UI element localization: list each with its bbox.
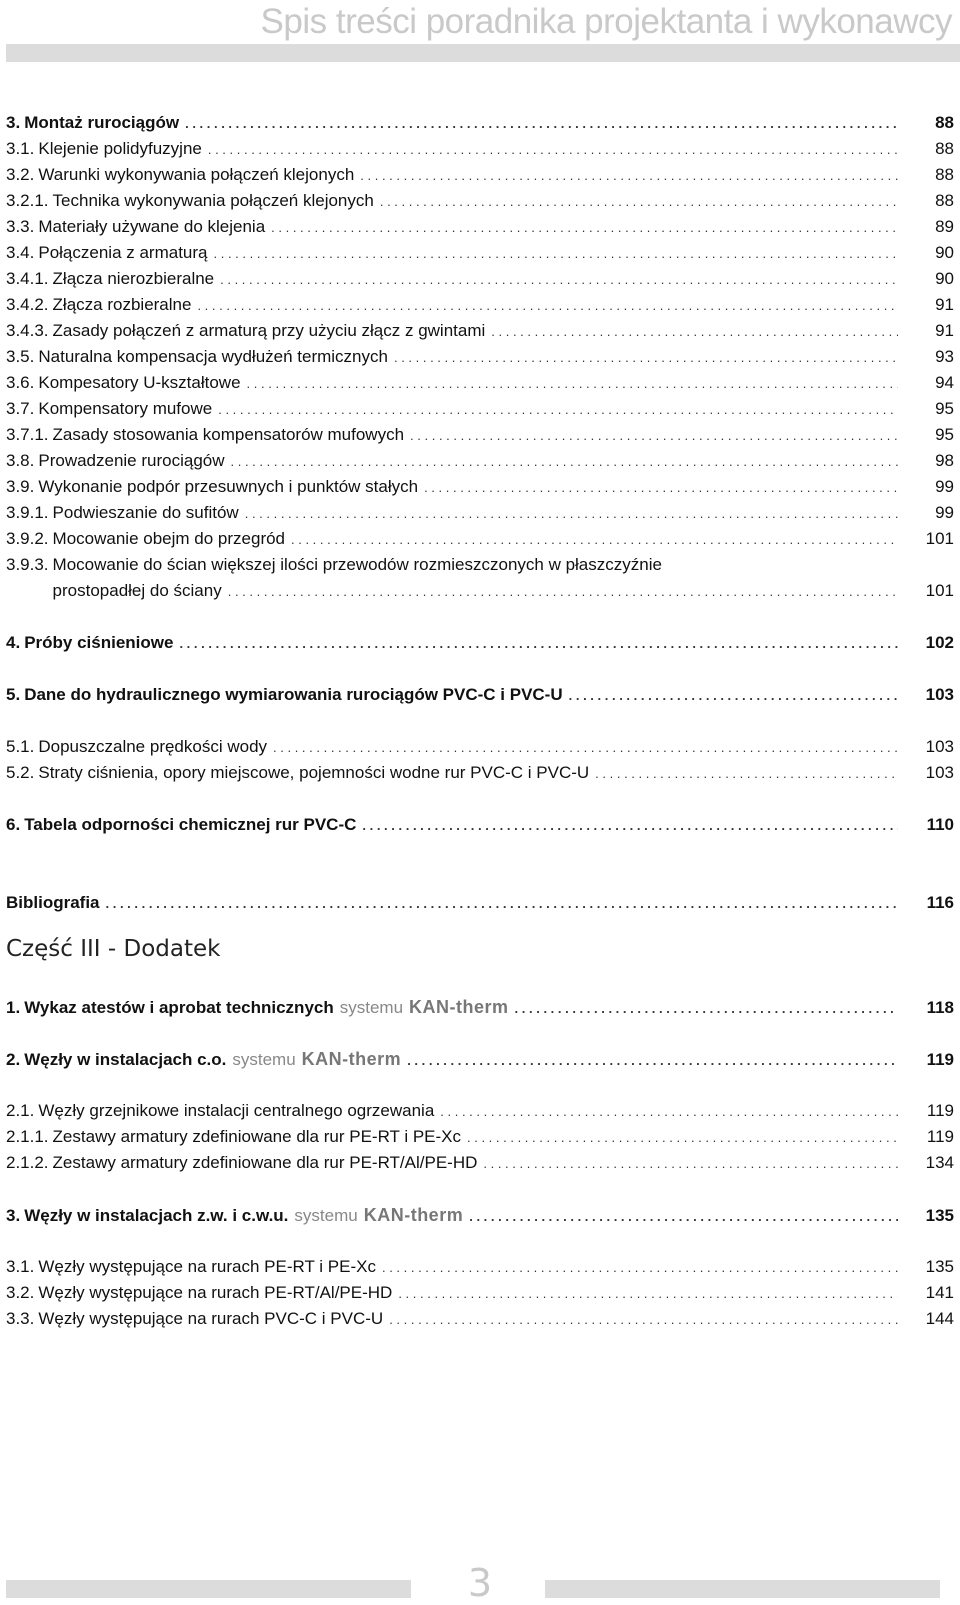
brand-name: KAN-therm	[409, 997, 509, 1017]
toc-entry-number: 1.	[6, 998, 21, 1017]
toc-entry[interactable]	[6, 682, 954, 708]
toc-entry[interactable]	[6, 1046, 954, 1072]
toc-entry-page: 91	[935, 295, 954, 314]
leader-dots	[380, 189, 898, 215]
toc-entry-page: 135	[925, 1206, 954, 1225]
toc-entry[interactable]	[6, 422, 954, 448]
toc-entry[interactable]	[6, 526, 954, 552]
toc-entry-page: 91	[935, 321, 954, 340]
toc-entry-title: Złącza rozbieralne	[52, 295, 192, 314]
toc-entry[interactable]	[6, 188, 954, 214]
toc-entry[interactable]	[6, 1306, 954, 1332]
toc-entry-number: 3.4.3.	[6, 321, 49, 340]
toc-entry-title: Węzły występujące na rurach PE-RT i PE-Xc	[38, 1257, 376, 1276]
toc-entry-page: 144	[925, 1309, 954, 1328]
brand-name: KAN-therm	[301, 1049, 402, 1069]
toc-entry-page: 90	[935, 243, 954, 262]
leader-dots	[291, 527, 898, 553]
toc-entry-page: 90	[935, 269, 954, 288]
toc-entry-page: 101	[925, 529, 954, 548]
toc-entry-title: Kompensatory mufowe	[38, 399, 213, 418]
toc-entry-title: Zasady stosowania kompensatorów mufowych	[52, 425, 405, 444]
toc-entry-page: 110	[926, 815, 954, 834]
toc-entry[interactable]	[6, 110, 954, 136]
toc-entry-number: 3.9.3.	[6, 555, 49, 574]
leader-dots	[231, 449, 898, 475]
leader-dots	[218, 397, 898, 423]
toc-entry-title: Wykaz atestów i aprobat technicznych	[24, 998, 334, 1017]
toc-entry[interactable]	[6, 1150, 954, 1176]
leader-dots	[491, 319, 898, 345]
toc-entry[interactable]	[6, 760, 954, 786]
toc-entry-title: Straty ciśnienia, opory miejscowe, pojemności wodne rur PVC-C i PVC-U	[38, 763, 590, 782]
toc-entry-number: 2.1.2.	[6, 1153, 49, 1172]
leader-dots	[271, 215, 898, 241]
brand-prefix: systemu	[339, 998, 404, 1017]
toc-entry[interactable]	[6, 162, 954, 188]
toc-entry[interactable]	[6, 630, 954, 656]
toc-entry-title: Połączenia z armaturą	[38, 243, 208, 262]
toc-entry[interactable]	[6, 734, 954, 760]
toc-entry-page: 118	[926, 998, 954, 1017]
leader-dots	[362, 813, 898, 839]
toc-entry-number: 3.5.	[6, 347, 35, 366]
leader-dots	[467, 1125, 898, 1151]
toc-entry-title: Materiały używane do klejenia	[38, 217, 266, 236]
toc-entry-number: 3.4.	[6, 243, 35, 262]
toc-entry-title: Mocowanie do ścian większej ilości przewodów rozmieszczonych w płaszczyźnie	[52, 555, 662, 574]
toc-entry-page: 88	[935, 113, 954, 132]
toc-entry[interactable]	[6, 318, 954, 344]
toc-entry[interactable]	[6, 292, 954, 318]
toc-entry[interactable]	[6, 1280, 954, 1306]
toc-entry-number: 3.1.	[6, 139, 35, 158]
toc-entry-page: 135	[925, 1257, 954, 1276]
toc-entry[interactable]	[6, 396, 954, 422]
toc-entry-title: Dopuszczalne prędkości wody	[38, 737, 268, 756]
toc-entry-number: 3.2.	[6, 165, 35, 184]
leader-dots	[360, 163, 898, 189]
toc-entry-page: 103	[925, 685, 954, 704]
leader-dots	[389, 1307, 898, 1333]
toc-entry-number: 3.8.	[6, 451, 35, 470]
toc-entry-title: Prowadzenie rurociągów	[38, 451, 225, 470]
leader-dots	[273, 735, 898, 761]
page-number: 3	[467, 1561, 493, 1605]
toc-entry-page: 88	[935, 165, 954, 184]
toc-entry-number: 4.	[6, 633, 21, 652]
toc-entry-number: 5.1.	[6, 737, 35, 756]
toc-entry[interactable]	[6, 1202, 954, 1228]
toc-entry-number: 3.9.1.	[6, 503, 49, 522]
toc-entry-page: 88	[935, 191, 954, 210]
leader-dots	[515, 996, 898, 1022]
toc-entry-title: Bibliografia	[6, 893, 100, 912]
toc-entry[interactable]	[6, 136, 954, 162]
leader-dots	[440, 1099, 898, 1125]
leader-dots	[220, 267, 898, 293]
toc-entry-page: 99	[935, 477, 954, 496]
toc-entry-number: 2.1.1.	[6, 1127, 49, 1146]
leader-dots	[197, 293, 898, 319]
page-header	[0, 0, 960, 70]
toc-entry-number: 3.	[6, 113, 21, 132]
toc-entry-title: Tabela odporności chemicznej rur PVC-C	[24, 815, 357, 834]
toc-entry-title: Technika wykonywania połączeń klejonych	[52, 191, 374, 210]
toc-entry-title: Dane do hydraulicznego wymiarowania rurociągów PVC-C i PVC-U	[24, 685, 563, 704]
toc-entry[interactable]	[6, 474, 954, 500]
toc-entry[interactable]	[6, 344, 954, 370]
toc-entry-number: 3.3.	[6, 217, 35, 236]
toc-entry-title: Próby ciśnieniowe	[24, 633, 174, 652]
leader-dots	[106, 891, 898, 917]
leader-dots	[185, 111, 898, 137]
toc-entry-page: 103	[925, 737, 954, 756]
toc-entry-page: 88	[935, 139, 954, 158]
toc-entry-page: 93	[935, 347, 954, 366]
toc-entry-number: 3.4.1.	[6, 269, 49, 288]
toc-entry-page: 95	[935, 399, 954, 418]
toc-entry-number: 5.2.	[6, 763, 35, 782]
toc-entry[interactable]	[6, 994, 954, 1020]
toc-entry-title: Zestawy armatury zdefiniowane dla rur PE-RT i PE-Xc	[52, 1127, 462, 1146]
toc-entry-number: 3.7.1.	[6, 425, 49, 444]
leader-dots	[247, 371, 898, 397]
toc-entry-page: 99	[935, 503, 954, 522]
toc-entry-page: 89	[935, 217, 954, 236]
toc-entry-number: 3.3.	[6, 1309, 35, 1328]
leader-dots	[424, 475, 898, 501]
header-title: Spis treści poradnika projektanta i wykonawcy	[260, 2, 952, 41]
toc-entry-title: Węzły w instalacjach c.o.	[24, 1050, 227, 1069]
page-footer	[0, 1560, 960, 1603]
header-bar	[6, 44, 960, 62]
toc-entry[interactable]	[6, 240, 954, 266]
toc-entry-number: 3.4.2.	[6, 295, 49, 314]
toc-entry-number: 3.	[6, 1206, 21, 1225]
toc-entry-title: Węzły w instalacjach z.w. i c.w.u.	[24, 1206, 289, 1225]
toc-entry-number: 3.2.	[6, 1283, 35, 1302]
toc-entry[interactable]	[6, 500, 954, 526]
toc-entry-title: prostopadłej do ściany	[52, 581, 222, 600]
toc-entry-page: 94	[935, 373, 954, 392]
toc-entry[interactable]	[6, 214, 954, 240]
toc-entry-title: Klejenie polidyfuzyjne	[38, 139, 202, 158]
toc-entry[interactable]	[6, 448, 954, 474]
toc-entry-continuation[interactable]	[6, 578, 954, 604]
toc-entry-title: Montaż rurociągów	[24, 113, 180, 132]
toc-entry-page: 102	[925, 633, 954, 652]
toc-entry-title: Wykonanie podpór przesuwnych i punktów stałych	[38, 477, 419, 496]
leader-dots	[179, 631, 898, 657]
toc-entry-number: 3.1.	[6, 1257, 35, 1276]
toc-entry-title: Kompesatory U-kształtowe	[38, 373, 241, 392]
leader-dots	[398, 1281, 898, 1307]
leader-dots	[469, 1204, 898, 1230]
leader-dots	[569, 683, 898, 709]
toc-entry-number: 2.	[6, 1050, 21, 1069]
toc-entry-page: 119	[926, 1050, 954, 1069]
toc-entry-page: 134	[925, 1153, 954, 1172]
toc-entry-number: 5.	[6, 685, 21, 704]
leader-dots	[394, 345, 898, 371]
toc-entry-title: Warunki wykonywania połączeń klejonych	[38, 165, 355, 184]
toc-entry[interactable]	[6, 812, 954, 838]
leader-dots	[382, 1255, 898, 1281]
toc-entry-number: 2.1.	[6, 1101, 35, 1120]
toc-entry[interactable]	[6, 370, 954, 396]
part-heading: Część III - Dodatek	[6, 936, 221, 962]
toc-entry-title: Mocowanie obejm do przegród	[52, 529, 286, 548]
toc-entry-page: 98	[935, 451, 954, 470]
toc-entry-title: Węzły grzejnikowe instalacji centralnego ogrzewania	[38, 1101, 435, 1120]
toc-entry-page: 101	[925, 581, 954, 600]
toc-entry-bibliography[interactable]	[6, 890, 954, 916]
toc-entry-page: 119	[926, 1101, 954, 1120]
leader-dots	[214, 241, 899, 267]
toc-entry-title: Węzły występujące na rurach PE-RT/Al/PE-HD	[38, 1283, 393, 1302]
toc-entry-number: 3.7.	[6, 399, 35, 418]
footer-bar-left	[6, 1580, 411, 1598]
toc-entry-title: Podwieszanie do sufitów	[52, 503, 239, 522]
leader-dots	[483, 1151, 898, 1177]
toc-entry-page: 119	[926, 1127, 954, 1146]
leader-dots	[407, 1048, 898, 1074]
brand-name: KAN-therm	[363, 1205, 464, 1225]
toc-entry-title: Węzły występujące na rurach PVC-C i PVC-U	[38, 1309, 384, 1328]
leader-dots	[410, 423, 898, 449]
toc-entry-number: 3.9.	[6, 477, 35, 496]
toc-entry-number: 3.6.	[6, 373, 35, 392]
brand-prefix: systemu	[294, 1206, 358, 1225]
toc-entry-page: 95	[935, 425, 954, 444]
toc-entry[interactable]	[6, 1254, 954, 1280]
toc-entry-title: Naturalna kompensacja wydłużeń termicznych	[38, 347, 388, 366]
toc-entry-title: Zestawy armatury zdefiniowane dla rur PE-RT/Al/PE-HD	[52, 1153, 478, 1172]
brand-prefix: systemu	[232, 1050, 296, 1069]
leader-dots	[245, 501, 898, 527]
toc-entry-page: 103	[925, 763, 954, 782]
toc-entry-number: 6.	[6, 815, 21, 834]
toc-entry[interactable]	[6, 1124, 954, 1150]
leader-dots	[228, 579, 898, 605]
toc-entry[interactable]	[6, 266, 954, 292]
toc-entry-number: 3.2.1.	[6, 191, 49, 210]
toc-entry-page: 116	[926, 893, 954, 912]
footer-bar-right	[545, 1580, 940, 1598]
toc-entry[interactable]	[6, 552, 954, 578]
toc-entry-title: Zasady połączeń z armaturą przy użyciu złącz z gwintami	[52, 321, 486, 340]
toc-entry-title: Złącza nierozbieralne	[52, 269, 215, 288]
toc-entry-number: 3.9.2.	[6, 529, 49, 548]
leader-dots	[595, 761, 898, 787]
toc-entry-page: 141	[925, 1283, 954, 1302]
leader-dots	[208, 137, 898, 163]
toc-entry[interactable]	[6, 1098, 954, 1124]
